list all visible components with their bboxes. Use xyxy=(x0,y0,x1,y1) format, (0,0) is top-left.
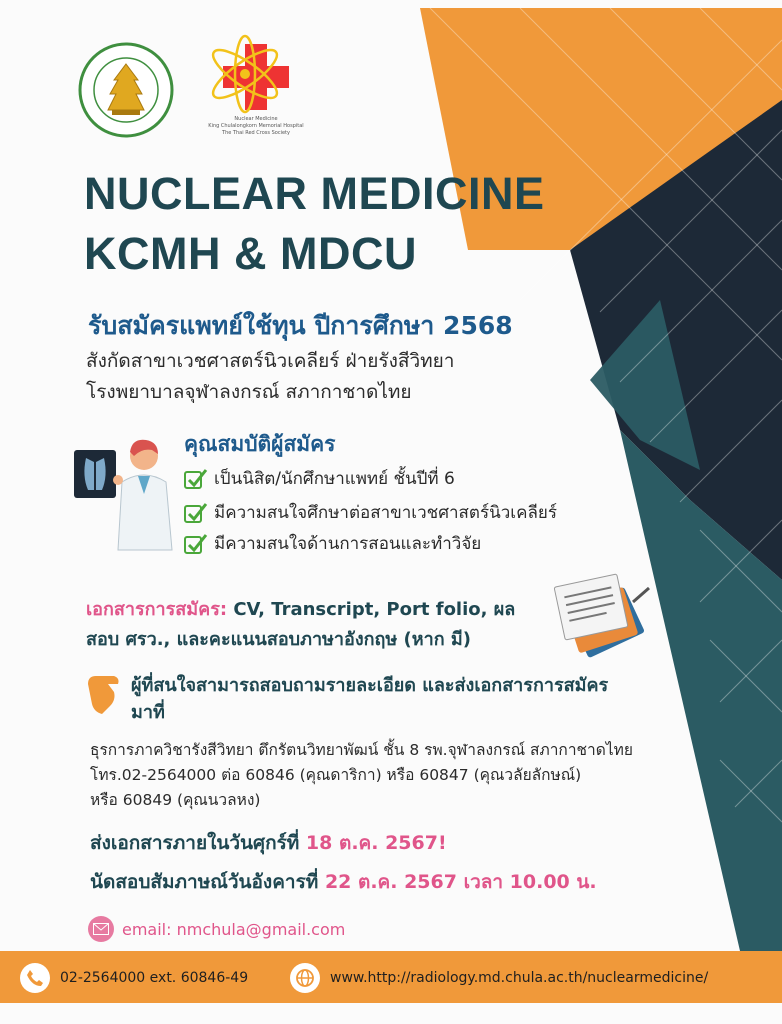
faculty-seal-logo xyxy=(78,42,174,138)
address-line: โทร.02-2564000 ต่อ 60846 (คุณดาริกา) หรือ 60847 (คุณวลัยลักษณ์) xyxy=(90,766,582,784)
footer-website[interactable] xyxy=(290,963,708,993)
documents-illustration xyxy=(545,572,655,662)
interview-datetime: 22 ต.ค. 2567 เวลา 10.00 น. xyxy=(324,871,597,893)
submission-deadline xyxy=(90,828,447,858)
nuclear-medicine-caption xyxy=(186,116,326,137)
caption-line: King Chulalongkorn Memorial Hospital xyxy=(208,123,304,129)
deadline-date: 18 ต.ค. 2567! xyxy=(305,832,447,854)
globe-icon xyxy=(290,963,320,993)
recruit-line-2: โรงพยาบาลจุฬาลงกรณ์ สภากาชาดไทย xyxy=(86,381,412,403)
checkbox-check-icon xyxy=(184,468,208,490)
qualification-item xyxy=(184,499,557,526)
qualification-text: เป็นนิสิต/นักศึกษาแพทย์ ชั้นปีที่ 6 xyxy=(214,469,455,489)
recruit-line-1: สังกัดสาขาเวชศาสตร์นิวเคลียร์ ฝ่ายรังสีวิทยา xyxy=(86,350,455,372)
application-documents xyxy=(86,595,536,655)
page-title-line1: NUCLEAR MEDICINE xyxy=(84,168,545,219)
recruit-heading: รับสมัครแพทย์ใช้ทุน ปีการศึกษา 2568 xyxy=(88,311,513,340)
qualifications-title: คุณสมบัติผู้สมัคร xyxy=(184,432,336,456)
caption-line: The Thai Red Cross Society xyxy=(222,130,290,136)
phone-icon xyxy=(20,963,50,993)
caption-line: Nuclear Medicine xyxy=(234,116,278,122)
qualification-text: มีความสนใจศึกษาต่อสาขาเวชศาสตร์นิวเคลียร์ xyxy=(214,503,557,523)
interview-prefix: นัดสอบสัมภาษณ์วันอังคารที่ xyxy=(90,871,325,893)
website-text[interactable]: www.http://radiology.md.chula.ac.th/nuclearmedicine/ xyxy=(330,970,709,986)
contact-address xyxy=(90,738,690,813)
deadline-prefix: ส่งเอกสารภายในวันศุกร์ที่ xyxy=(90,832,306,854)
qualification-text: มีความสนใจด้านการสอนและทำวิจัย xyxy=(214,534,482,554)
email-text[interactable]: email: nmchula@gmail.com xyxy=(122,919,346,939)
checkbox-check-icon xyxy=(184,533,208,555)
envelope-icon xyxy=(88,916,114,942)
footer-phone[interactable] xyxy=(20,963,248,993)
doctor-xray-illustration xyxy=(72,432,182,552)
documents-label: เอกสารการสมัคร: xyxy=(86,599,228,620)
email-contact[interactable] xyxy=(88,916,345,942)
address-line: ธุรการภาควิชารังสีวิทยา ตึกรัตนวิทยาพัฒน์ ชั้น 8 รพ.จุฬาลงกรณ์ สภากาชาดไทย xyxy=(90,741,633,759)
documents-text: CV, Transcript, Port folio, ผลสอบ ศรว., และคะแนนสอบภาษาอังกฤษ (หาก มี) xyxy=(86,599,516,650)
checkbox-check-icon xyxy=(184,502,208,524)
interview-date xyxy=(90,867,597,897)
qualification-item xyxy=(184,530,481,557)
page-title-line2: KCMH & MDCU xyxy=(84,228,417,279)
address-line: หรือ 60849 (คุณนวลหง) xyxy=(90,791,261,809)
footer-bar xyxy=(0,951,782,1003)
contact-heading: ผู้ที่สนใจสามารถสอบถามรายละเอียด และส่งเอกสารการสมัครมาที่ xyxy=(131,675,609,723)
pointing-hand-icon xyxy=(84,672,124,716)
phone-text[interactable]: 02-2564000 ext. 60846-49 xyxy=(60,970,249,986)
qualification-item xyxy=(184,465,455,492)
